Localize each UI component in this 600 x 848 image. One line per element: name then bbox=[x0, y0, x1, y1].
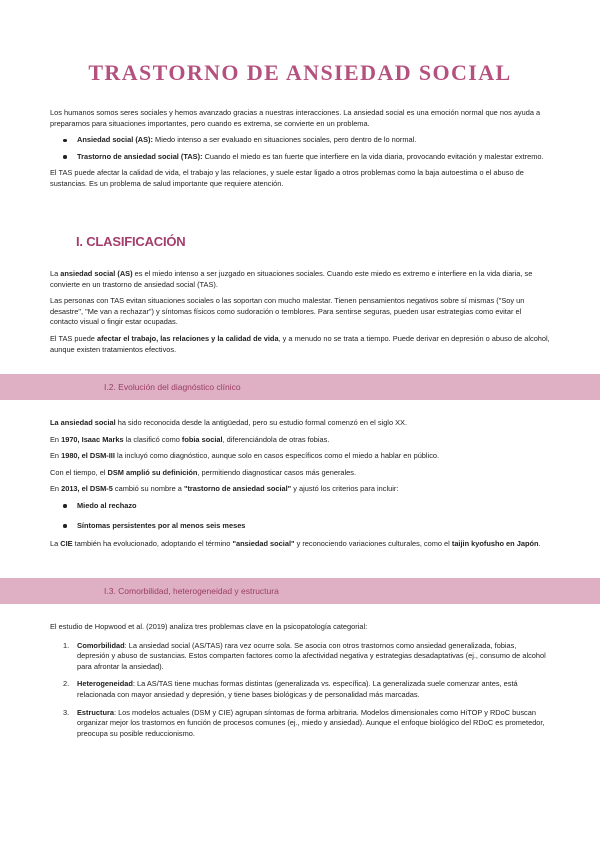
bullet-text: Cuando el miedo es tan fuerte que interfiere en la vida diaria, provocando evitación y malestar extremo. bbox=[202, 151, 544, 161]
paragraph: La ansiedad social ha sido reconocida desde la antigüedad, pero su estudio formal comenzó en el siglo XX. bbox=[50, 418, 408, 427]
numbered-list bbox=[50, 641, 550, 740]
intro-paragraph: Los humanos somos seres sociales y hemos avanzado gracias a nuestras interacciones. La ansiedad social es una emoción normal que nos ayuda a prepararnos para situaciones importantes, pero cuando es extrema, se convierte en un problema. bbox=[50, 108, 541, 128]
section-heading: I. CLASIFICACIÓN bbox=[76, 234, 186, 249]
paragraph: En 1970, Isaac Marks la clasificó como fobia social, diferenciándola de otras fobias. bbox=[50, 434, 330, 444]
numbered-item: 1. Comorbilidad: La ansiedad social (AS/TAS) rara vez ocurre sola. Se asocia con otros trastornos como ansiedad generalizada, fobias, depresión y abuso de sustancias. Estos comparten factores como la afectividad negativa y estrategias desadaptativas (ej., consumo de alcohol para afrontar la ansiedad). bbox=[63, 640, 546, 671]
paragraph: El TAS puede afectar el trabajo, las relaciones y la calidad de vida, y a menudo no se trata a tiempo. Puede derivar en depresión o abuso de alcohol, aunque existen tratamientos efectivos. bbox=[50, 333, 550, 354]
bullet-item: Síntomas persistentes por al menos seis meses bbox=[50, 521, 550, 532]
intro-paragraph: El TAS puede afectar la calidad de vida, el trabajo y las relaciones, y suele estar ligado a otros problemas como la baja autoestima o el abuso de sustancias. Es un problema de salud importante que requiere atención. bbox=[50, 168, 524, 188]
bullet-item: Miedo al rechazo bbox=[50, 501, 550, 512]
intro-section bbox=[50, 108, 550, 190]
bullet-term: Ansiedad social (AS): bbox=[77, 135, 153, 145]
section-band bbox=[0, 374, 600, 400]
intro-bullet-list bbox=[50, 135, 550, 162]
document-title: TRASTORNO DE ANSIEDAD SOCIAL bbox=[88, 60, 512, 85]
paragraph: En 1980, el DSM-III la incluyó como diagnóstico, aunque solo en casos específicos como el miedo a hablar en público. bbox=[50, 451, 440, 461]
paragraph: La ansiedad social (AS) es el miedo intenso a ser juzgado en situaciones sociales. Cuando este miedo es extremo e interfiere en la vida diaria, se convierte en un trastorno de ansiedad social (TAS). bbox=[50, 269, 533, 289]
bullet-item bbox=[50, 135, 550, 146]
section-classification bbox=[50, 269, 550, 355]
bullet-term: Trastorno de ansiedad social (TAS): bbox=[77, 151, 203, 161]
numbered-item: 3. Estructura: Los modelos actuales (DSM y CIE) agrupan síntomas de forma arbitraria. Modelos dimensionales como HiTOP y RDoC buscan organizar mejor los trastornos en función de procesos comunes (ej., miedo y ansiedad). Aunque el enfoque biológico del RDoC es prometedor, preocupa su posible reduccionismo. bbox=[63, 707, 545, 738]
bullet-text: Miedo intenso a ser evaluado en situaciones sociales, pero dentro de lo normal. bbox=[152, 135, 417, 145]
paragraph: Las personas con TAS evitan situaciones sociales o las soportan con mucho malestar. Tienen pensamientos negativos sobre sí mismas ("Soy un desastre", "Me van a rechazar") y síntomas físicos como sudoración o temblores. Para sentirse seguras, pueden usar estrategias como evitar el contacto visual o fingir estar ocupadas. bbox=[50, 296, 525, 327]
paragraph: Con el tiempo, el DSM amplió su definición, permitiendo diagnosticar casos más generales. bbox=[50, 467, 357, 477]
numbered-item: 2. Heterogeneidad: La AS/TAS tiene muchas formas distintas (generalizada vs. específica). La generalizada suele comenzar antes, está relacionada con mayor ansiedad y depresión, y tiene bases biológicas y de personalidad más marcadas. bbox=[63, 679, 518, 699]
bullet-item bbox=[50, 152, 550, 163]
paragraph: La CIE también ha evolucionado, adoptando el término "ansiedad social" y reconociendo variaciones culturales, como el taijin kyofusho en Japón. bbox=[50, 539, 541, 549]
section-band bbox=[0, 578, 600, 604]
paragraph: El estudio de Hopwood et al. (2019) analiza tres problemas clave en la psicopatología categorial: bbox=[50, 622, 368, 631]
criteria-bullet-list bbox=[50, 501, 550, 531]
paragraph: En 2013, el DSM-5 cambió su nombre a "trastorno de ansiedad social" y ajustó los criterios para incluir: bbox=[50, 484, 399, 494]
section-heading: I.3. Comorbilidad, heterogeneidad y estructura bbox=[104, 586, 279, 596]
section-evolution bbox=[50, 418, 550, 550]
section-heading: I.2. Evolución del diagnóstico clínico bbox=[104, 382, 241, 392]
section-comorbidity bbox=[50, 622, 550, 739]
